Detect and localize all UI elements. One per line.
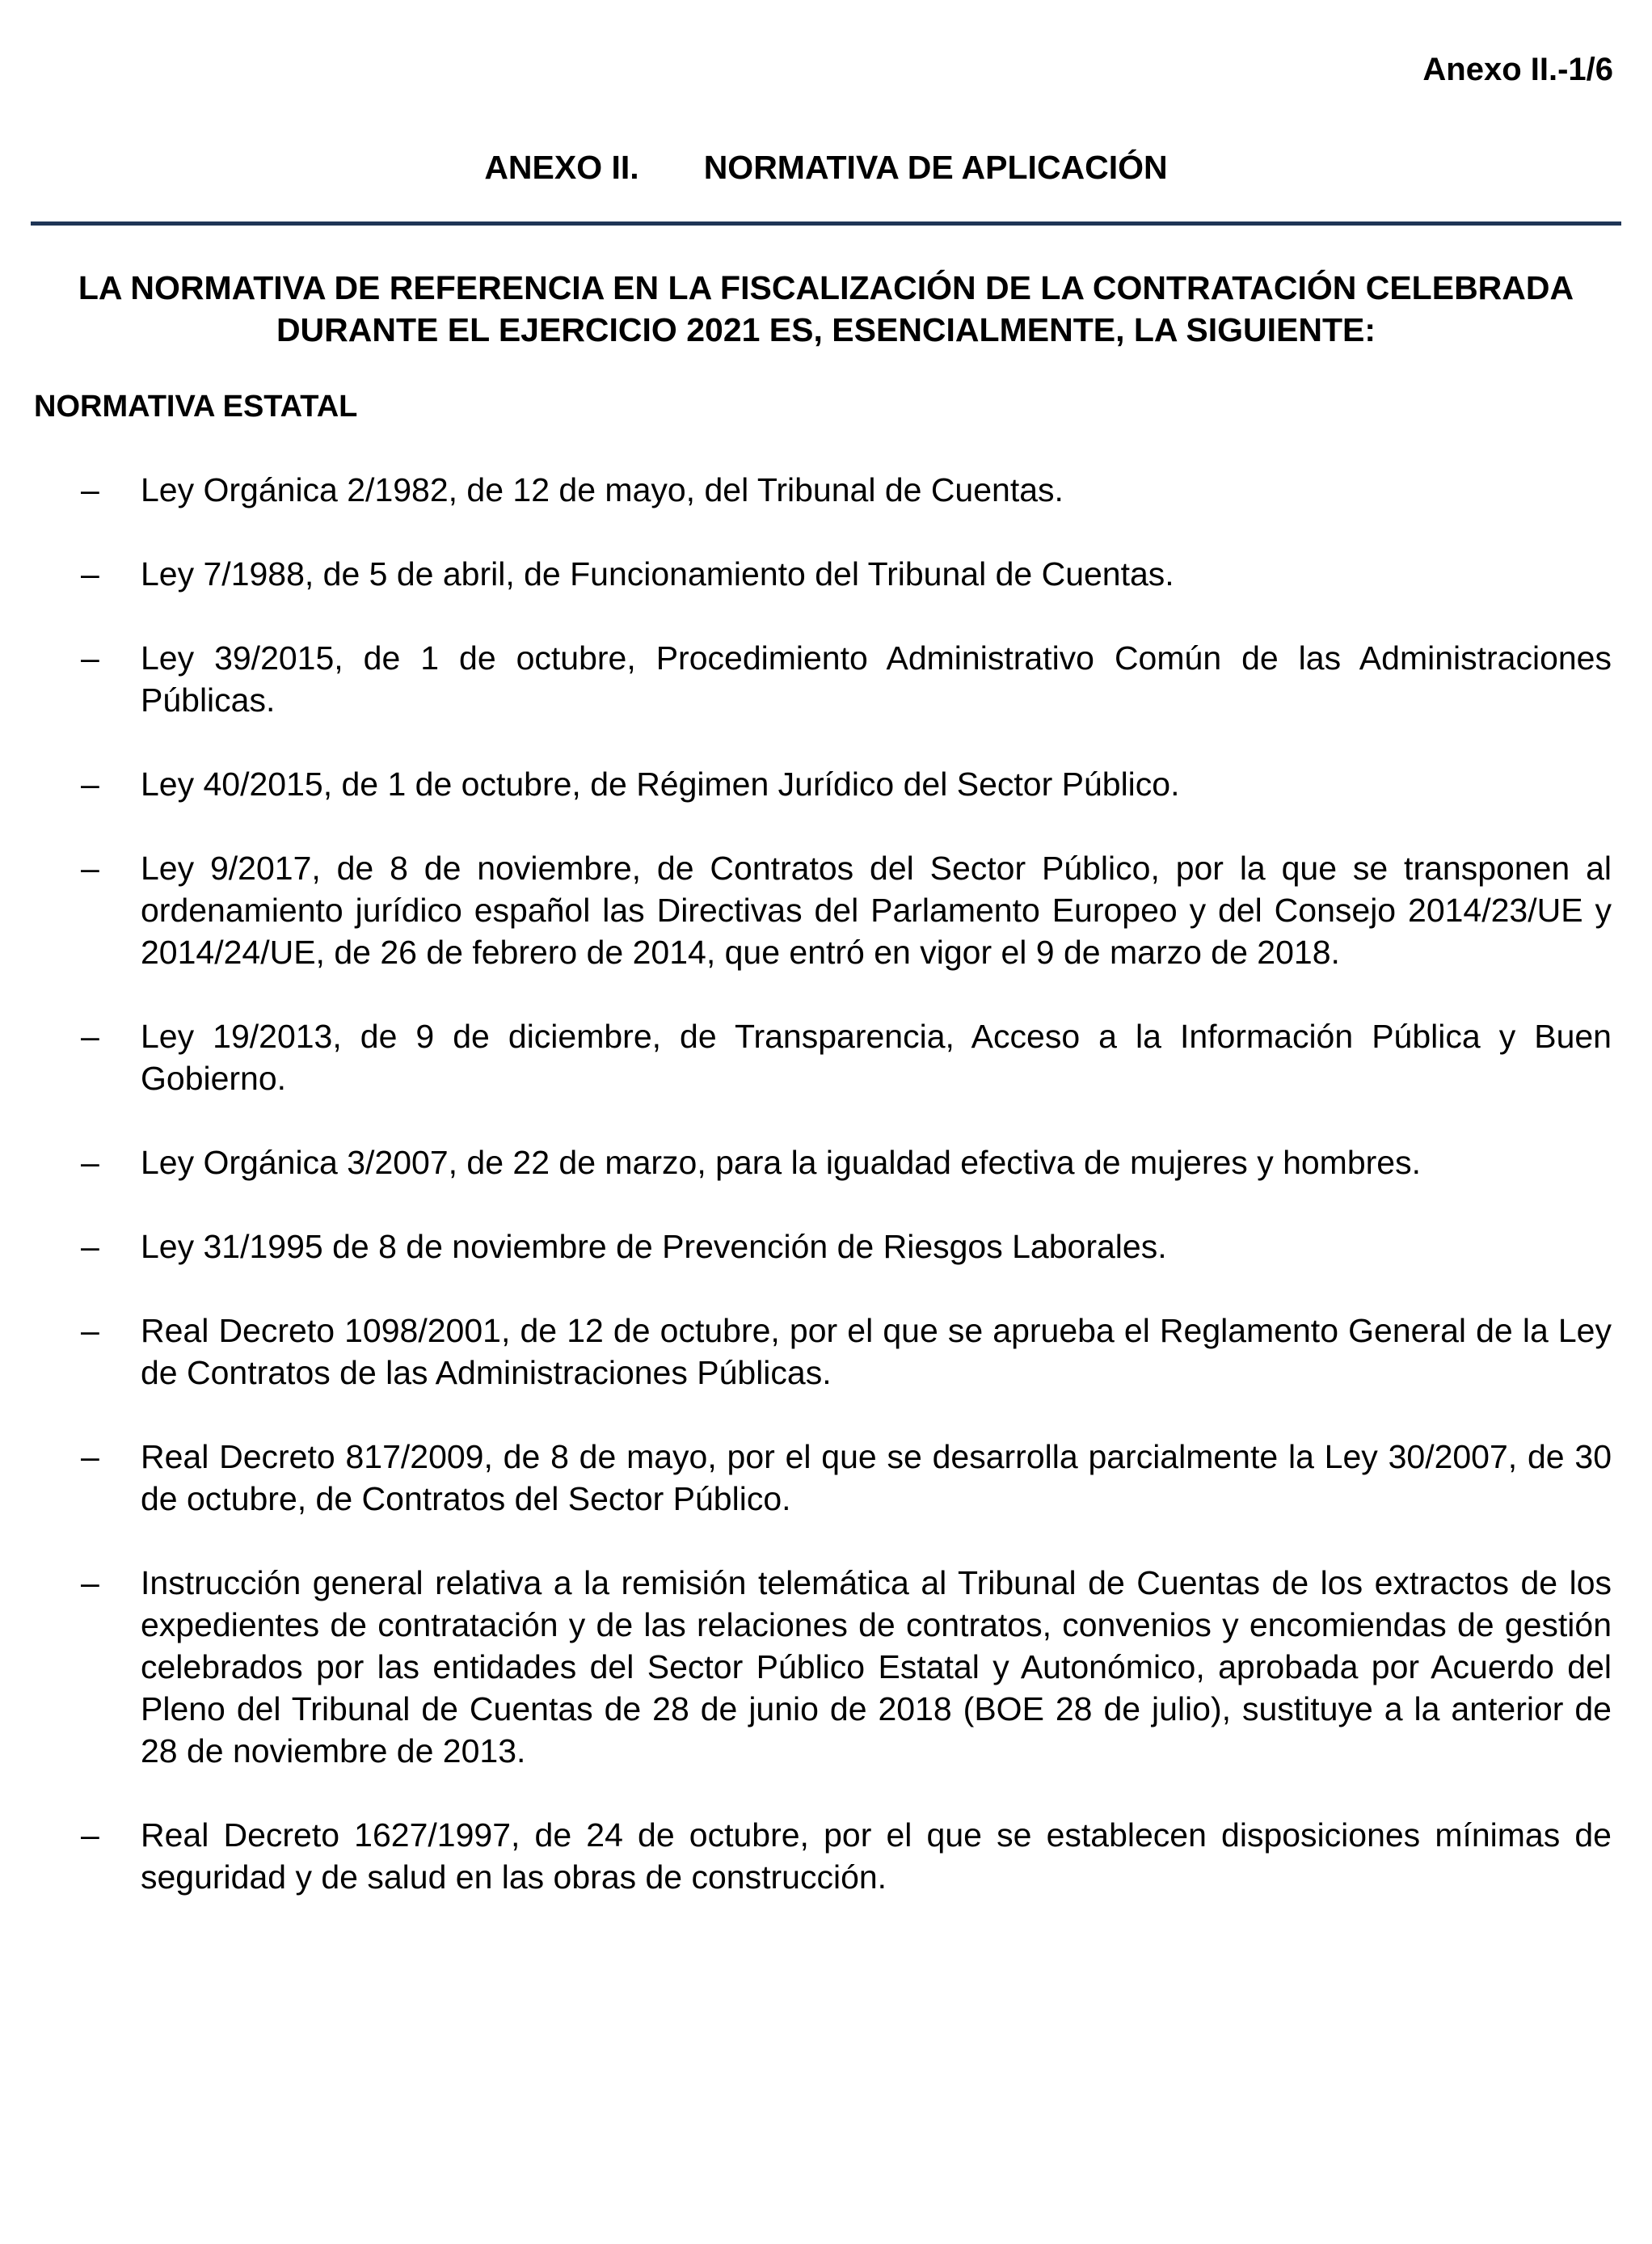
list-item xyxy=(0,553,1652,595)
page-number: Anexo II.-1/6 xyxy=(1422,52,1613,87)
dash-bullet: – xyxy=(81,1564,99,1601)
section-heading: NORMATIVA ESTATAL xyxy=(34,390,358,424)
list-item xyxy=(0,469,1652,511)
list-item-text: Real Decreto 1098/2001, de 12 de octubre, por el que se aprueba el Reglamento General de la Ley de Contratos de las Administraciones Públicas. xyxy=(141,1312,1612,1391)
dash-bullet: – xyxy=(81,850,99,887)
dash-bullet: – xyxy=(81,1816,99,1854)
list-item-text: Ley 9/2017, de 8 de noviembre, de Contratos del Sector Público, por la que se transponen al ordenamiento jurídico español las Directivas del Parlamento Europeo y del Consejo 2014/23/UE y 2014/24/UE, de 26 de febrero de 2014, que entró en vigor el 9 de marzo de 2018. xyxy=(141,850,1612,971)
title-divider xyxy=(31,221,1621,226)
list-item-text: Ley 39/2015, de 1 de octubre, Procedimiento Administrativo Común de las Administraciones Públicas. xyxy=(141,639,1612,719)
dash-bullet: – xyxy=(81,471,99,508)
list-item-text: Ley Orgánica 3/2007, de 22 de marzo, para la igualdad efectiva de mujeres y hombres. xyxy=(141,1144,1421,1181)
list-item-text: Ley Orgánica 2/1982, de 12 de mayo, del Tribunal de Cuentas. xyxy=(141,471,1064,508)
regulation-list xyxy=(0,469,1652,1940)
annex-title xyxy=(0,149,1652,187)
list-item xyxy=(0,1225,1652,1268)
list-item xyxy=(0,1814,1652,1898)
list-item xyxy=(0,847,1652,973)
list-item xyxy=(0,637,1652,721)
list-item-text: Instrucción general relativa a la remisión telemática al Tribunal de Cuentas de los extractos de los expedientes de contratación y de las relaciones de contratos, convenios y encomiendas de gestión celebrados por las entidades del Sector Público Estatal y Autonómico, aprobada por Acuerdo del Pleno del Tribunal de Cuentas de 28 de junio de 2018 (BOE 28 de julio), sustituye a la anterior de 28 de noviembre de 2013. xyxy=(141,1564,1612,1769)
annex-name: NORMATIVA DE APLICACIÓN xyxy=(703,149,1168,186)
list-item-text: Real Decreto 817/2009, de 8 de mayo, por el que se desarrolla parcialmente la Ley 30/2007, de 30 de octubre, de Contratos del Sector Público. xyxy=(141,1438,1612,1517)
list-item-text: Ley 40/2015, de 1 de octubre, de Régimen Jurídico del Sector Público. xyxy=(141,766,1180,803)
dash-bullet: – xyxy=(81,1438,99,1475)
dash-bullet: – xyxy=(81,1228,99,1265)
list-item xyxy=(0,1310,1652,1394)
list-item xyxy=(0,1015,1652,1099)
list-item-text: Real Decreto 1627/1997, de 24 de octubre, por el que se establecen disposiciones mínimas de seguridad y de salud en las obras de construcción. xyxy=(141,1816,1612,1896)
dash-bullet: – xyxy=(81,639,99,677)
dash-bullet: – xyxy=(81,1144,99,1181)
dash-bullet: – xyxy=(81,1018,99,1055)
list-item xyxy=(0,1141,1652,1183)
list-item-text: Ley 19/2013, de 9 de diciembre, de Transparencia, Acceso a la Información Pública y Buen Gobierno. xyxy=(141,1018,1612,1097)
dash-bullet: – xyxy=(81,766,99,803)
annex-label: ANEXO II. xyxy=(484,149,639,186)
list-item xyxy=(0,1436,1652,1520)
list-item xyxy=(0,763,1652,805)
list-item xyxy=(0,1562,1652,1772)
list-item-text: Ley 7/1988, de 5 de abril, de Funcionamiento del Tribunal de Cuentas. xyxy=(141,555,1174,593)
intro-heading: LA NORMATIVA DE REFERENCIA EN LA FISCALIZACIÓN DE LA CONTRATACIÓN CELEBRADA DURANTE EL EJERCICIO 2021 ES, ESENCIALMENTE, LA SIGUIENTE: xyxy=(78,269,1574,348)
dash-bullet: – xyxy=(81,1312,99,1349)
dash-bullet: – xyxy=(81,555,99,593)
list-item-text: Ley 31/1995 de 8 de noviembre de Prevención de Riesgos Laborales. xyxy=(141,1228,1167,1265)
